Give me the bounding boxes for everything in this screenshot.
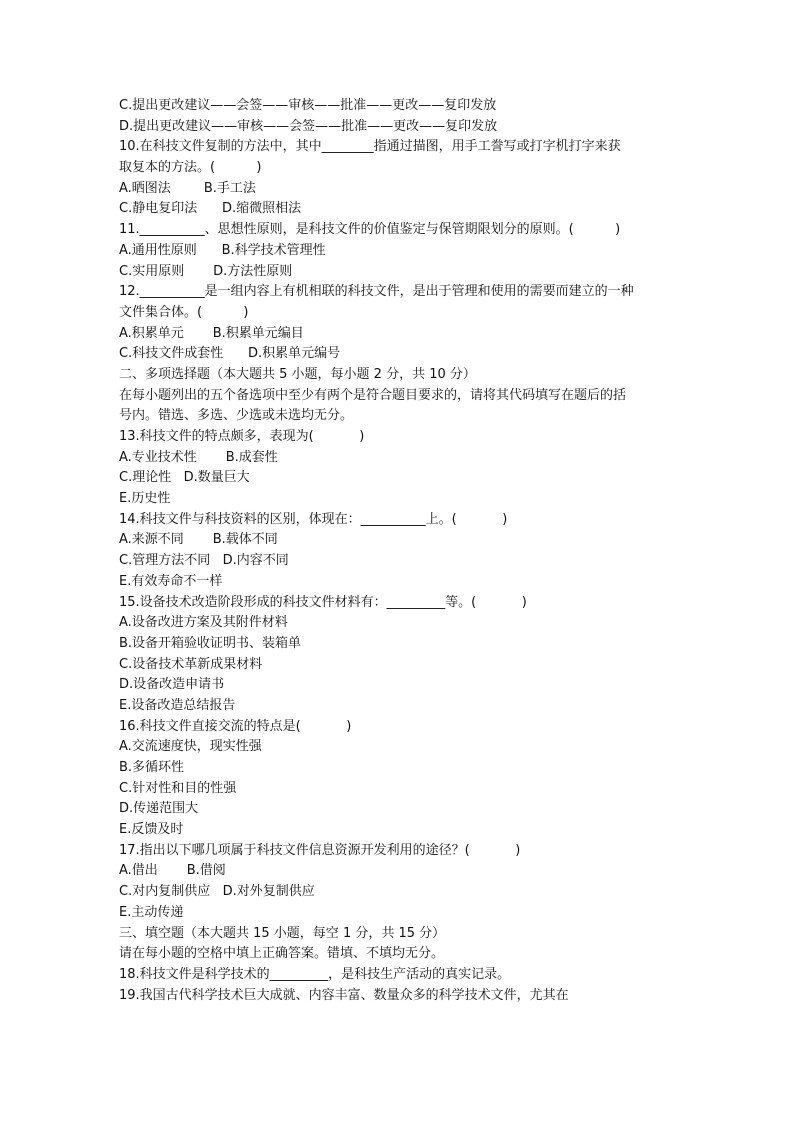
- option-line: C.理论性 D.数量巨大: [119, 470, 250, 486]
- option-line: E.主动传递: [119, 904, 184, 920]
- question-15-line: 15.设备技术改造阶段形成的科技文件材料有：_________等。( ): [119, 594, 527, 610]
- option-line: A.交流速度快，现实性强: [119, 739, 262, 755]
- question-19-line: 19.我国古代科学技术巨大成就、内容丰富、数量众多的科学技术文件，尤其在: [119, 987, 569, 1003]
- option-line: A.设备改进方案及其附件材料: [119, 615, 288, 631]
- option-line: D.设备改造申请书: [119, 677, 225, 693]
- section-heading: 二、多项选择题（本大题共 5 小题，每小题 2 分，共 10 分）: [119, 366, 476, 382]
- section-instruction: 请在每小题的空格中填上正确答案。错填、不填均无分。: [119, 946, 445, 962]
- question-10-line: 取复本的方法。( ): [119, 160, 262, 176]
- option-line: A.积累单元 B.积累单元编目: [119, 325, 304, 341]
- question-17-line: 17.指出以下哪几项属于科技文件信息资源开发利用的途径？( ): [119, 842, 521, 858]
- question-11-line: 11.__________、思想性原则，是科技文件的价值鉴定与保管期限划分的原则。( ): [119, 222, 621, 238]
- option-line: C.科技文件成套性 D.积累单元编号: [119, 346, 341, 362]
- option-line: C.静电复印法 D.缩微照相法: [119, 201, 302, 217]
- option-line: B.多循环性: [119, 760, 185, 775]
- option-line: D.提出更改建议——审核——会签——批准——更改——复印发放: [119, 118, 498, 134]
- option-line: E.设备改造总结报告: [119, 697, 236, 713]
- question-13-line: 13.科技文件的特点颇多，表现为( ): [119, 429, 365, 444]
- option-line: C.对内复制供应 D.对外复制供应: [119, 884, 315, 900]
- option-line: D.传递范围大: [119, 801, 199, 817]
- option-line: E.反馈及时: [119, 822, 184, 838]
- option-line: A.通用性原则 B.科学技术管理性: [119, 242, 326, 258]
- section-heading: 三、填空题（本大题共 15 小题，每空 1 分，共 15 分）: [119, 925, 446, 941]
- option-line: B.设备开箱验收证明书、装箱单: [119, 635, 302, 651]
- option-line: E.历史性: [119, 491, 171, 507]
- question-14-line: 14.科技文件与科技资料的区别，体现在：__________上。( ): [119, 511, 508, 527]
- option-line: A.晒图法 B.手工法: [119, 180, 256, 196]
- question-12-line: 文件集合体。( ): [119, 304, 249, 320]
- option-line: E.有效寿命不一样: [119, 573, 223, 589]
- option-line: C.实用原则 D.方法性原则: [119, 263, 293, 279]
- option-line: C.管理方法不同 D.内容不同: [119, 553, 289, 569]
- option-line: A.专业技术性 B.成套性: [119, 449, 278, 465]
- question-12-line: 12.__________是一组内容上有机相联的科技文件，是出于管理和使用的需要而建立的一种: [119, 284, 634, 300]
- question-10-line: 10.在科技文件复制的方法中，其中________指通过描图，用手工誊写或打字机打字来获: [119, 139, 621, 155]
- question-16-line: 16.科技文件直接交流的特点是( ): [119, 718, 352, 734]
- option-line: A.借出 B.借阅: [119, 863, 226, 879]
- section-instruction: 号内。错选、多选、少选或未选均无分。: [119, 408, 354, 424]
- section-instruction: 在每小题列出的五个备选项中至少有两个是符合题目要求的，请将其代码填写在题后的括: [119, 387, 627, 403]
- page-content: [119, 96, 679, 1006]
- question-18-line: 18.科技文件是科学技术的_________，是科技生产活动的真实记录。: [119, 966, 511, 982]
- option-line: C.设备技术革新成果材料: [119, 656, 263, 672]
- option-line: C.提出更改建议——会签——审核——批准——更改——复印发放: [119, 98, 497, 113]
- option-line: A.来源不同 B.载体不同: [119, 532, 278, 548]
- option-line: C.针对性和目的性强: [119, 780, 237, 796]
